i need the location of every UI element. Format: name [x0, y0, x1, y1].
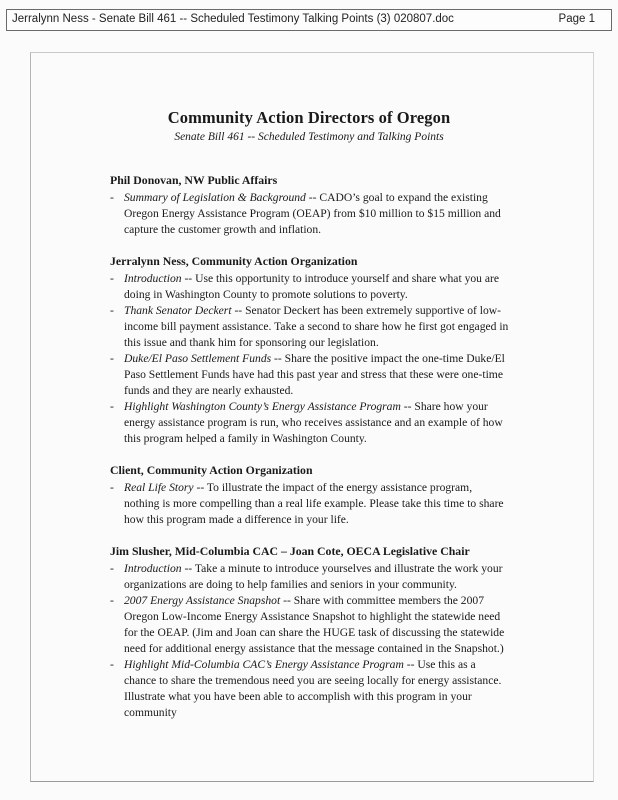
speaker-heading: Client, Community Action Organization [110, 463, 313, 477]
talking-point [110, 190, 510, 238]
talking-point [110, 561, 510, 593]
talking-point-text: -- Use this opportunity to introduce yourself and share what you are doing in Washington County to promote solutions to poverty. [124, 272, 500, 301]
talking-point-topic: Introduction [124, 272, 182, 285]
talking-point-text: -- To illustrate the impact of the energy assistance program, nothing is more compelling than a real life example. Please take this time to share how this program made a difference in your life. [124, 481, 504, 526]
talking-point-text: -- Senator Deckert has been extremely supportive of low-income bill payment assistance. Take a second to share how he first got engaged in this issue and thank him for sponsoring our legislation. [124, 304, 509, 349]
bullet-dash: - [110, 272, 114, 285]
talking-points-list [110, 271, 510, 447]
talking-point [110, 351, 510, 399]
talking-point-text: -- CADO’s goal to expand the existing Oregon Energy Assistance Program (OEAP) from $10 million to $15 million and capture the customer growth and inflation. [124, 191, 501, 236]
bullet-dash: - [110, 562, 114, 575]
talking-point [110, 303, 510, 351]
talking-point-topic: Highlight Washington County’s Energy Assistance Program [124, 400, 401, 413]
bullet-dash: - [110, 400, 114, 413]
bullet-dash: - [110, 304, 114, 317]
talking-point-topic: 2007 Energy Assistance Snapshot [124, 594, 281, 607]
talking-point [110, 399, 510, 447]
talking-point-topic: Thank Senator Deckert [124, 304, 232, 317]
speaker-heading: Phil Donovan, NW Public Affairs [110, 173, 278, 187]
bullet-dash: - [110, 481, 114, 494]
talking-point-topic: Introduction [124, 562, 182, 575]
speaker-section [110, 253, 510, 447]
bullet-dash: - [110, 352, 114, 365]
speaker-heading: Jim Slusher, Mid-Columbia CAC – Joan Cote, OECA Legislative Chair [110, 544, 470, 558]
speaker-section [110, 462, 510, 528]
talking-point-text: -- Share how your energy assistance program is run, who receives assistance and an example of how this program helped a family in Washington County. [124, 400, 503, 445]
talking-point [110, 271, 510, 303]
talking-points-list [110, 561, 510, 721]
bullet-dash: - [110, 658, 114, 671]
page-number: Page 1 [558, 13, 595, 25]
talking-point-text: -- Share the positive impact the one-time Duke/El Paso Settlement Funds have had this past year and stress that these were one-time funds and they are nearly exhausted. [124, 352, 505, 397]
talking-point-topic: Duke/El Paso Settlement Funds [124, 352, 272, 365]
talking-point-text: -- Share with committee members the 2007 Oregon Low-Income Energy Assistance Snapshot to highlight the statewide need for the OEAP. (Jim and Joan can share the HUGE task of discussing the statewide need for additional energy assistance that the message contained in the Snapshot.) [124, 594, 505, 655]
talking-points-list [110, 480, 510, 528]
talking-point-topic: Highlight Mid-Columbia CAC’s Energy Assistance Program [124, 658, 404, 671]
document-subtitle: Senate Bill 461 -- Scheduled Testimony and Talking Points [174, 131, 444, 143]
talking-points-list [110, 190, 510, 238]
document-body [110, 172, 510, 736]
speaker-section [110, 172, 510, 238]
bullet-dash: - [110, 191, 114, 204]
document-title-bar [6, 9, 612, 31]
speaker-heading: Jerralynn Ness, Community Action Organization [110, 254, 358, 268]
document-title: Community Action Directors of Oregon [167, 108, 451, 127]
document-filename: Jerralynn Ness - Senate Bill 461 -- Scheduled Testimony Talking Points (3) 020807.doc [12, 13, 454, 25]
bullet-dash: - [110, 594, 114, 607]
talking-point [110, 593, 510, 657]
talking-point [110, 657, 510, 721]
speaker-section [110, 543, 510, 721]
talking-point-text: -- Take a minute to introduce yourselves and illustrate the work your organizations are doing to help families and seniors in your community. [124, 562, 503, 591]
talking-point-text: -- Use this as a chance to share the tremendous need you are seeing locally for energy assistance. Illustrate what you have been able to accomplish with this program in your community [124, 658, 502, 719]
talking-point-topic: Summary of Legislation & Background [124, 191, 306, 204]
talking-point [110, 480, 510, 528]
talking-point-topic: Real Life Story [124, 481, 194, 494]
